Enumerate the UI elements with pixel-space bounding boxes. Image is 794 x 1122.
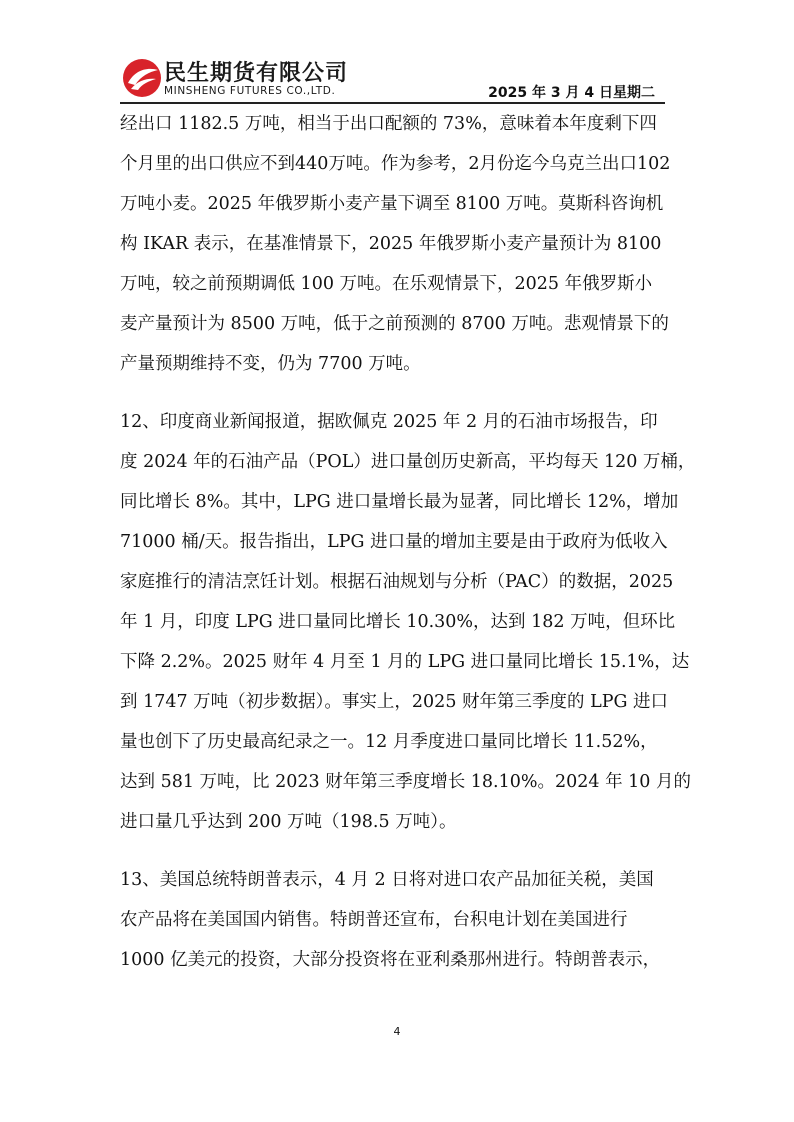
text-line: 同比增长 8%。其中，LPG 进口量增长最为显著，同比增长 12%，增加 (120, 492, 679, 512)
text-line: 麦产量预计为 8500 万吨，低于之前预测的 8700 万吨。悲观情景下的 (120, 314, 669, 334)
page-number: 4 (393, 1025, 401, 1038)
report-date: 2025 年 3 月 4 日星期二 (488, 85, 655, 101)
paragraph (120, 104, 680, 384)
page-header (120, 50, 665, 104)
paragraph (120, 402, 696, 842)
company-logo (120, 54, 360, 102)
text-line: 万吨，较之前预期调低 100 万吨。在乐观情景下，2025 年俄罗斯小 (120, 274, 653, 294)
text-line: 达到 581 万吨，比 2023 财年第三季度增长 18.10%。2024 年 10 月的 (120, 772, 691, 792)
company-name-en: MINSHENG FUTURES CO.,LTD. (164, 85, 336, 97)
text-line: 个月里的出口供应不到440万吨。作为参考，2月份迄今乌克兰出口102 (120, 154, 671, 174)
text-line: 产量预期维持不变，仍为 7700 万吨。 (120, 354, 421, 374)
document-body (120, 104, 696, 998)
text-line: 农产品将在美国国内销售。特朗普还宣布，台积电计划在美国进行 (120, 910, 628, 930)
text-line: 家庭推行的清洁烹饪计划。根据石油规划与分析（PAC）的数据，2025 (120, 572, 674, 592)
text-line: 经出口 1182.5 万吨，相当于出口配额的 73%，意味着本年度剩下四 (120, 114, 657, 134)
text-line: 度 2024 年的石油产品（POL）进口量创历史新高，平均每天 120 万桶， (120, 452, 696, 472)
minsheng-logo-icon (120, 56, 164, 100)
text-line: 到 1747 万吨（初步数据）。事实上，2025 财年第三季度的 LPG 进口 (120, 692, 669, 712)
text-line: 年 1 月，印度 LPG 进口量同比增长 10.30%，达到 182 万吨，但环比 (120, 612, 676, 632)
text-line: 12、印度商业新闻报道，据欧佩克 2025 年 2 月的石油市场报告，印 (120, 412, 658, 432)
text-line: 1000 亿美元的投资，大部分投资将在亚利桑那州进行。特朗普表示， (120, 950, 661, 970)
text-line: 13、美国总统特朗普表示，4 月 2 日将对进口农产品加征关税，美国 (120, 870, 654, 890)
paragraph (120, 860, 680, 980)
company-name-cn: 民生期货有限公司 (164, 61, 349, 86)
text-line: 万吨小麦。2025 年俄罗斯小麦产量下调至 8100 万吨。莫斯科咨询机 (120, 194, 664, 214)
text-line: 71000 桶/天。报告指出，LPG 进口量的增加主要是由于政府为低收入 (120, 532, 668, 552)
text-line: 量也创下了历史最高纪录之一。12 月季度进口量同比增长 11.52%， (120, 732, 658, 752)
text-line: 构 IKAR 表示，在基准情景下，2025 年俄罗斯小麦产量预计为 8100 (120, 234, 662, 254)
text-line: 进口量几乎达到 200 万吨（198.5 万吨）。 (120, 812, 457, 832)
text-line: 下降 2.2%。2025 财年 4 月至 1 月的 LPG 进口量同比增长 15.1%，达 (120, 652, 690, 672)
